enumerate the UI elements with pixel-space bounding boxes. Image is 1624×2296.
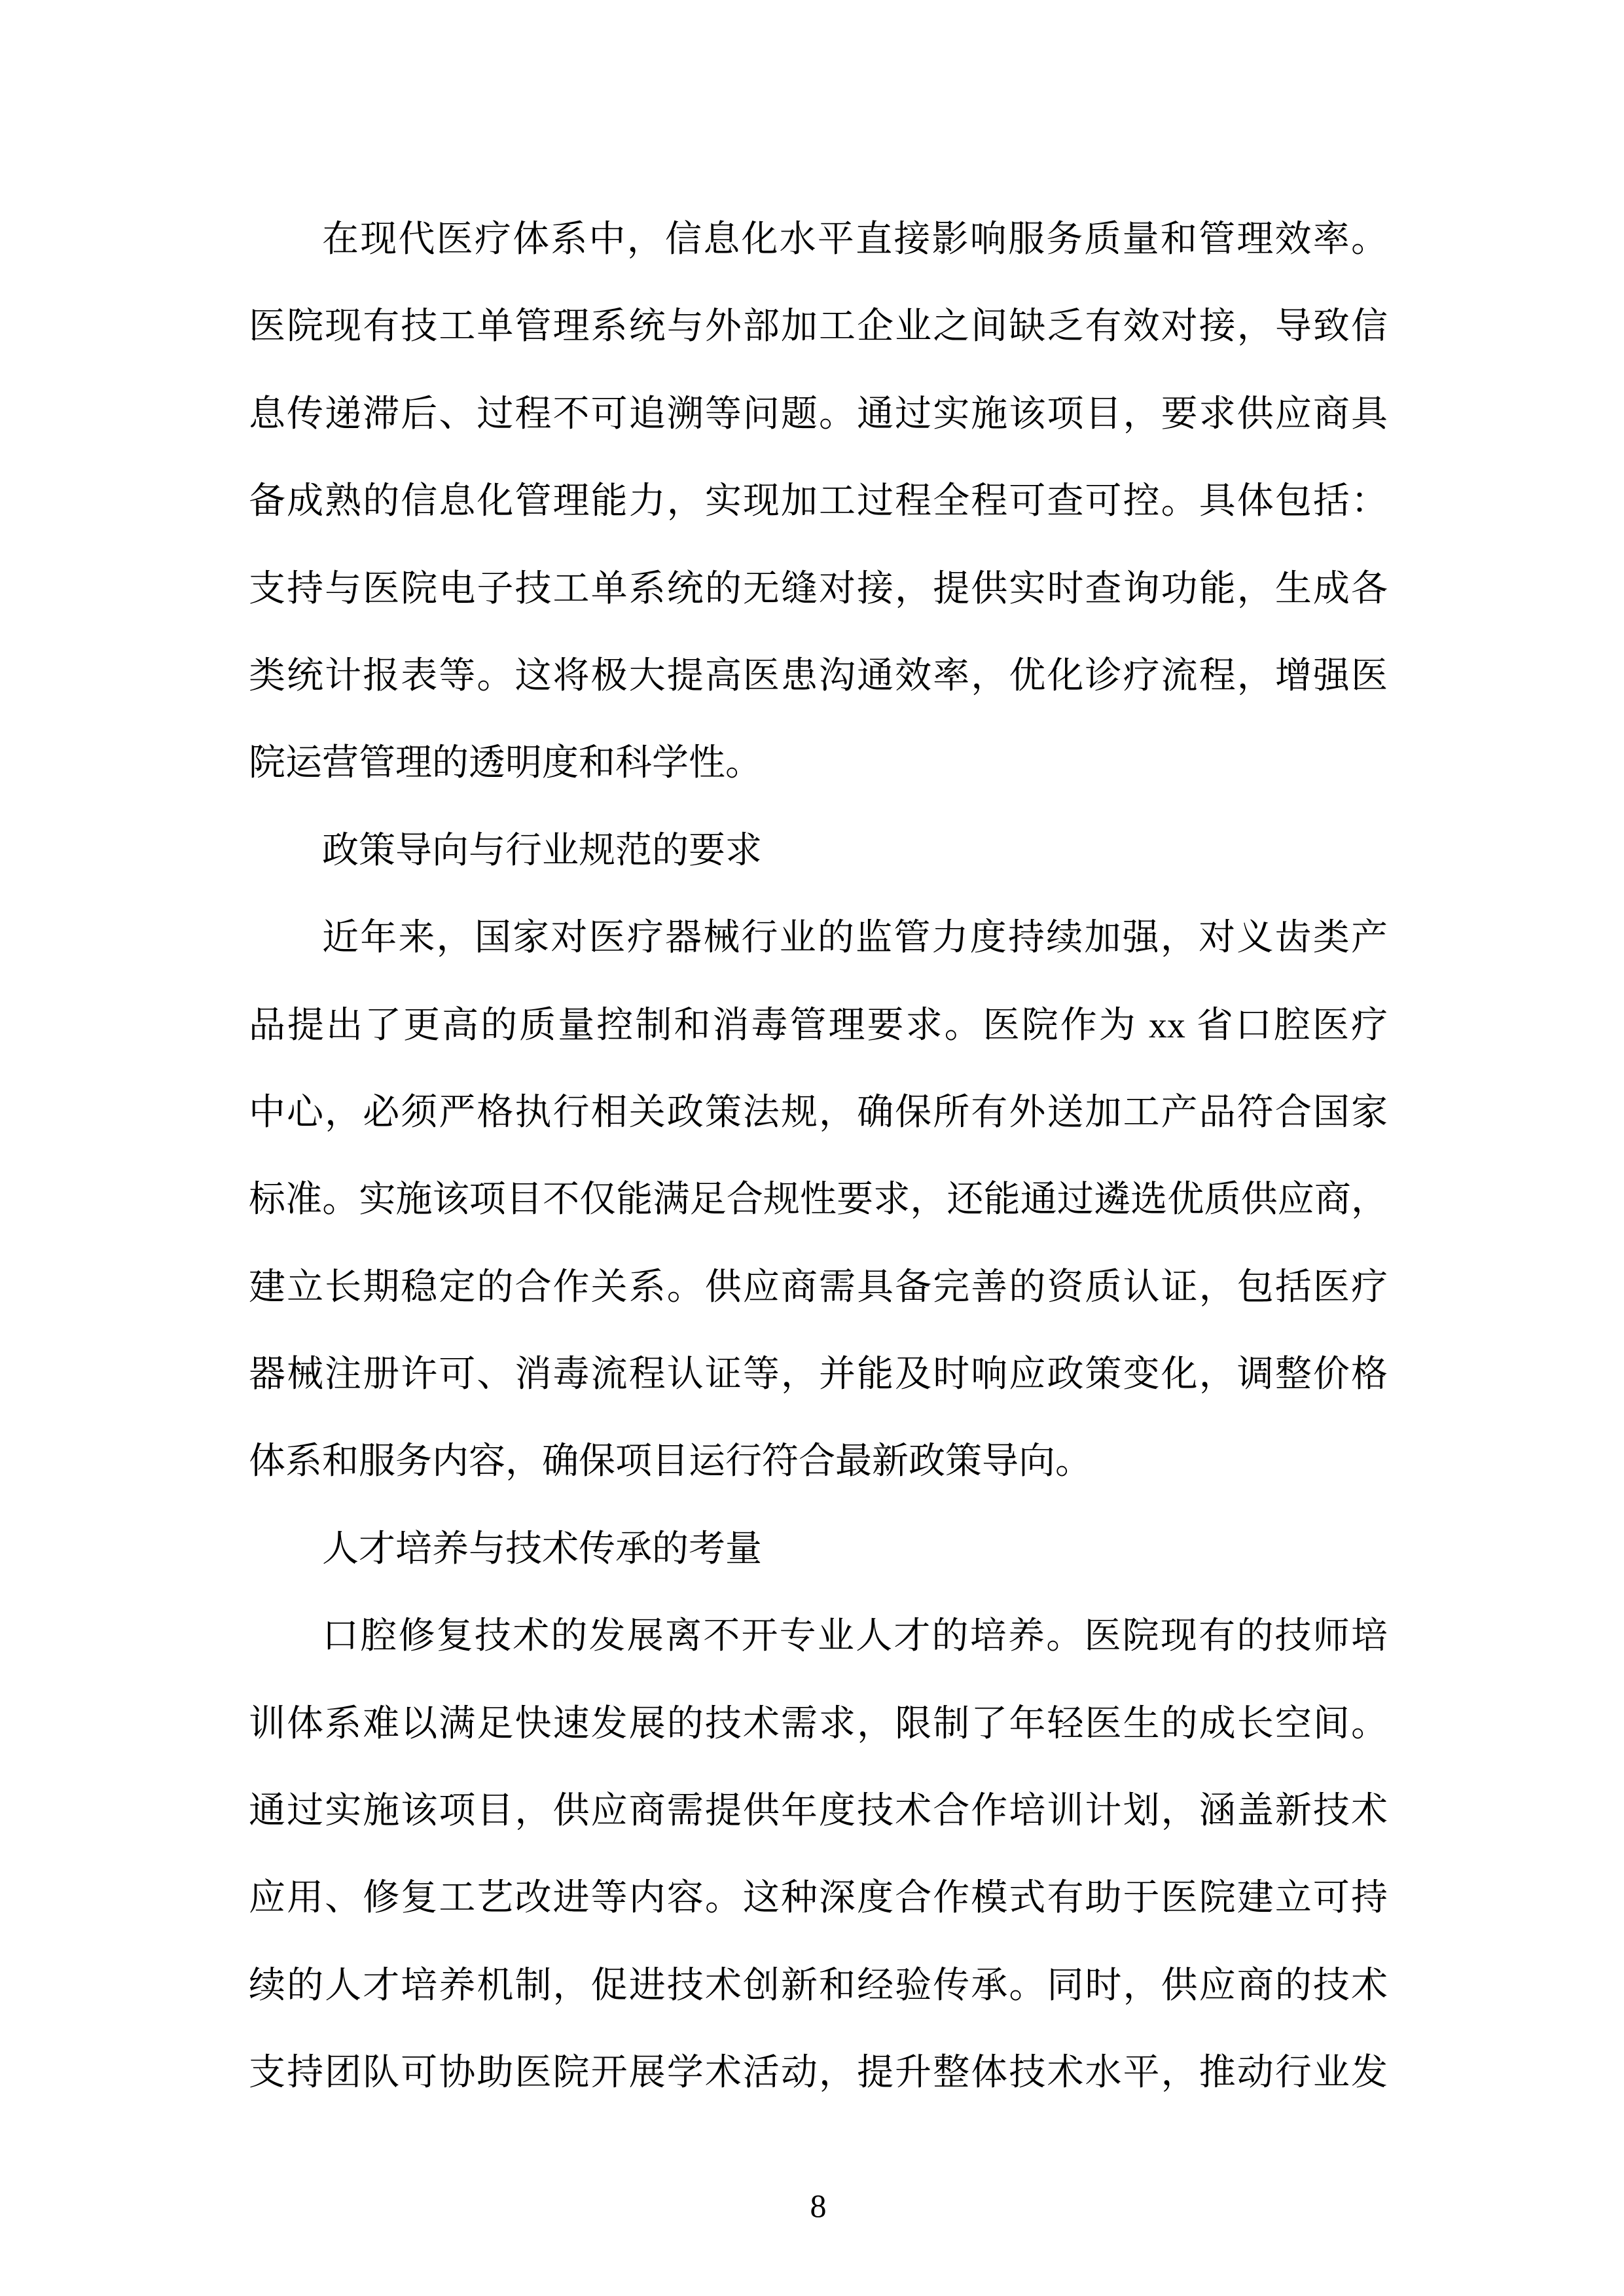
text-line: 院运营管理的透明度和科学性。 bbox=[249, 743, 762, 784]
text-line: 标准。实施该项目不仅能满足合规性要求，还能通过遴选优质供应商， bbox=[249, 1179, 1388, 1221]
text-line: 训体系难以满足快速发展的技术需求，限制了年轻医生的成长空间。 bbox=[249, 1703, 1388, 1744]
section-heading: 政策导向与行业规范的要求 bbox=[322, 830, 762, 871]
text-line: 类统计报表等。这将极大提高医患沟通效率，优化诊疗流程，增强医 bbox=[249, 655, 1388, 696]
text-line: 支持与医院电子技工单系统的无缝对接，提供实时查询功能，生成各 bbox=[249, 568, 1388, 609]
text-line: 器械注册许可、消毒流程认证等，并能及时响应政策变化，调整价格 bbox=[249, 1354, 1388, 1395]
text-line: 应用、修复工艺改进等内容。这种深度合作模式有助于医院建立可持 bbox=[249, 1878, 1388, 1919]
text-line: 支持团队可协助医院开展学术活动，提升整体技术水平，推动行业发 bbox=[249, 2053, 1388, 2094]
page-number: 8 bbox=[810, 2187, 827, 2224]
text-line: 息传递滞后、过程不可追溯等问题。通过实施该项目，要求供应商具 bbox=[249, 393, 1388, 435]
text-line: 近年来，国家对医疗器械行业的监管力度持续加强，对义齿类产 bbox=[322, 918, 1388, 959]
text-line: 在现代医疗体系中，信息化水平直接影响服务质量和管理效率。 bbox=[322, 219, 1388, 260]
text-line: 口腔修复技术的发展离不开专业人才的培养。医院现有的技师培 bbox=[322, 1616, 1388, 1657]
document-body bbox=[249, 196, 1388, 2117]
section-heading: 人才培养与技术传承的考量 bbox=[322, 1528, 762, 1570]
text-line: 续的人才培养机制，促进技术创新和经验传承。同时，供应商的技术 bbox=[249, 1965, 1388, 2006]
text-line: 备成熟的信息化管理能力，实现加工过程全程可查可控。具体包括： bbox=[249, 481, 1388, 522]
text-line: 品提出了更高的质量控制和消毒管理要求。医院作为 xx 省口腔医疗 bbox=[249, 1005, 1388, 1046]
text-line: 通过实施该项目，供应商需提供年度技术合作培训计划，涵盖新技术 bbox=[249, 1791, 1388, 1832]
text-line: 建立长期稳定的合作关系。供应商需具备完善的资质认证，包括医疗 bbox=[249, 1266, 1388, 1308]
text-line: 中心，必须严格执行相关政策法规，确保所有外送加工产品符合国家 bbox=[249, 1092, 1388, 1133]
text-line: 医院现有技工单管理系统与外部加工企业之间缺乏有效对接，导致信 bbox=[249, 306, 1388, 348]
text-line: 体系和服务内容，确保项目运行符合最新政策导向。 bbox=[249, 1441, 1092, 1482]
